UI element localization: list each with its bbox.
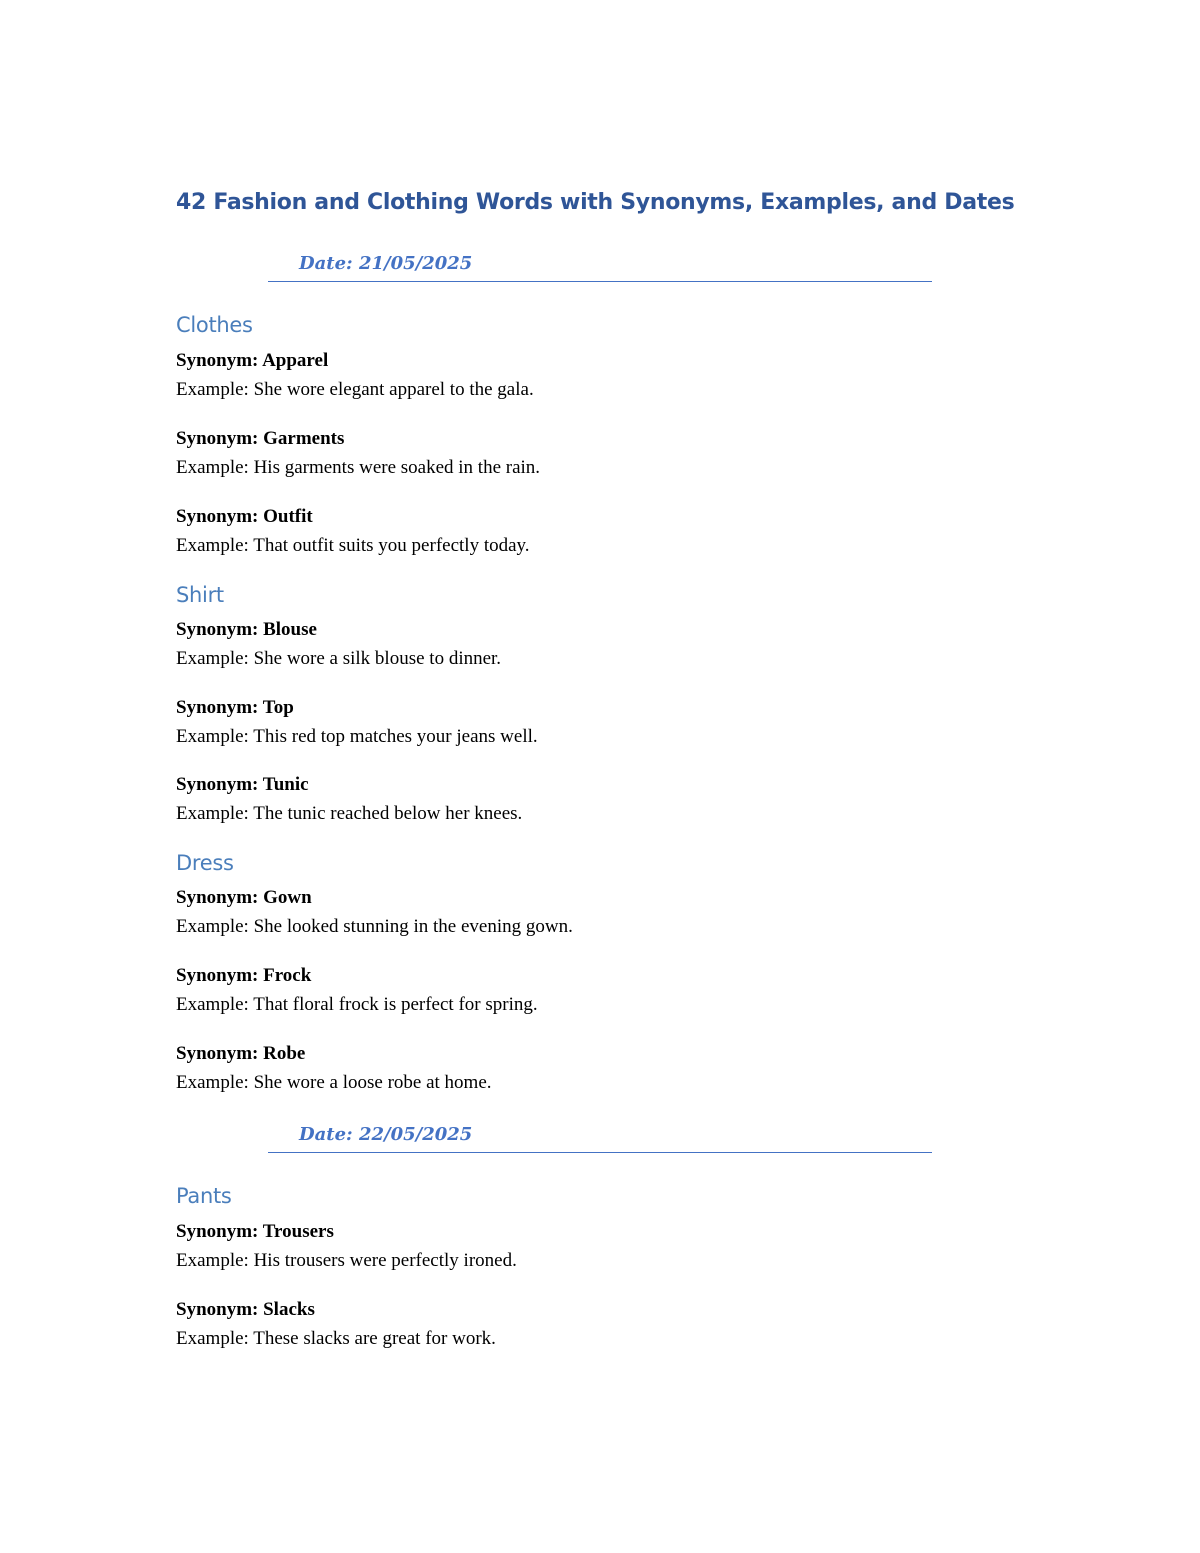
synonym-word: Tunic [262,774,309,795]
entry [176,771,522,829]
entry [176,1218,517,1276]
synonym-line: Synonym: Apparel [176,350,329,371]
example-line: Example: She wore a loose robe at home. [176,1072,492,1093]
example-line: Example: She wore a silk blouse to dinner. [176,648,502,669]
date-line [268,1115,932,1153]
synonym-word: Robe [263,1043,306,1064]
example-text: She looked stunning in the evening gown. [253,916,573,937]
example-line: Example: She looked stunning in the evening gown. [176,916,573,937]
example-line: Example: His garments were soaked in the rain. [176,457,541,478]
date-line [268,244,932,282]
synonym-line: Synonym: Outfit [176,506,313,527]
synonym-line: Synonym: Gown [176,887,312,908]
example-text: She wore a silk blouse to dinner. [253,648,502,669]
section-heading-dress: Dress [176,851,234,875]
synonym-word: Blouse [263,619,317,640]
synonym-line: Synonym: Tunic [176,774,309,795]
example-line: Example: She wore elegant apparel to the gala. [176,379,534,400]
example-line: Example: His trousers were perfectly ironed. [176,1250,517,1271]
entry [176,962,538,1020]
synonym-word: Trousers [262,1221,334,1242]
example-text: His garments were soaked in the rain. [253,457,541,478]
section-heading-clothes: Clothes [176,313,253,337]
synonym-line: Synonym: Top [176,697,294,718]
synonym-word: Outfit [263,506,313,527]
synonym-line: Synonym: Robe [176,1043,306,1064]
synonym-word: Slacks [263,1299,315,1320]
section-heading-pants: Pants [176,1184,232,1208]
example-text: She wore a loose robe at home. [253,1072,492,1093]
synonym-line: Synonym: Garments [176,428,345,449]
synonym-word: Apparel [262,350,329,371]
example-text: She wore elegant apparel to the gala. [253,379,534,400]
synonym-line: Synonym: Trousers [176,1221,334,1242]
example-line: Example: This red top matches your jeans well. [176,726,538,747]
synonym-word: Top [262,697,294,718]
example-text: The tunic reached below her knees. [253,803,523,824]
synonym-word: Garments [263,428,345,449]
entry [176,425,540,483]
entry [176,884,573,942]
example-text: His trousers were perfectly ironed. [253,1250,517,1271]
date-label: Date: 21/05/2025 [299,253,473,274]
example-line: Example: That floral frock is perfect for spring. [176,994,538,1015]
synonym-word: Gown [263,887,312,908]
synonym-line: Synonym: Frock [176,965,312,986]
synonym-line: Synonym: Slacks [176,1299,315,1320]
example-text: This red top matches your jeans well. [253,726,538,747]
section-heading-shirt: Shirt [176,583,224,607]
synonym-word: Frock [263,965,312,986]
example-line: Example: That outfit suits you perfectly today. [176,535,530,556]
date-label: Date: 22/05/2025 [299,1124,473,1145]
example-line: Example: These slacks are great for work. [176,1328,496,1349]
entry [176,1296,496,1354]
document-title: 42 Fashion and Clothing Words with Synonyms, Examples, and Dates [176,190,1015,215]
entry [176,503,530,561]
example-text: That floral frock is perfect for spring. [253,994,538,1015]
example-text: That outfit suits you perfectly today. [253,535,530,556]
entry [176,616,501,674]
entry [176,347,534,405]
date-value: 22/05/2025 [358,1124,473,1145]
synonym-line: Synonym: Blouse [176,619,317,640]
example-line: Example: The tunic reached below her knees. [176,803,523,824]
date-value: 21/05/2025 [358,253,473,274]
entry [176,1040,492,1098]
entry [176,694,538,752]
example-text: These slacks are great for work. [253,1328,496,1349]
